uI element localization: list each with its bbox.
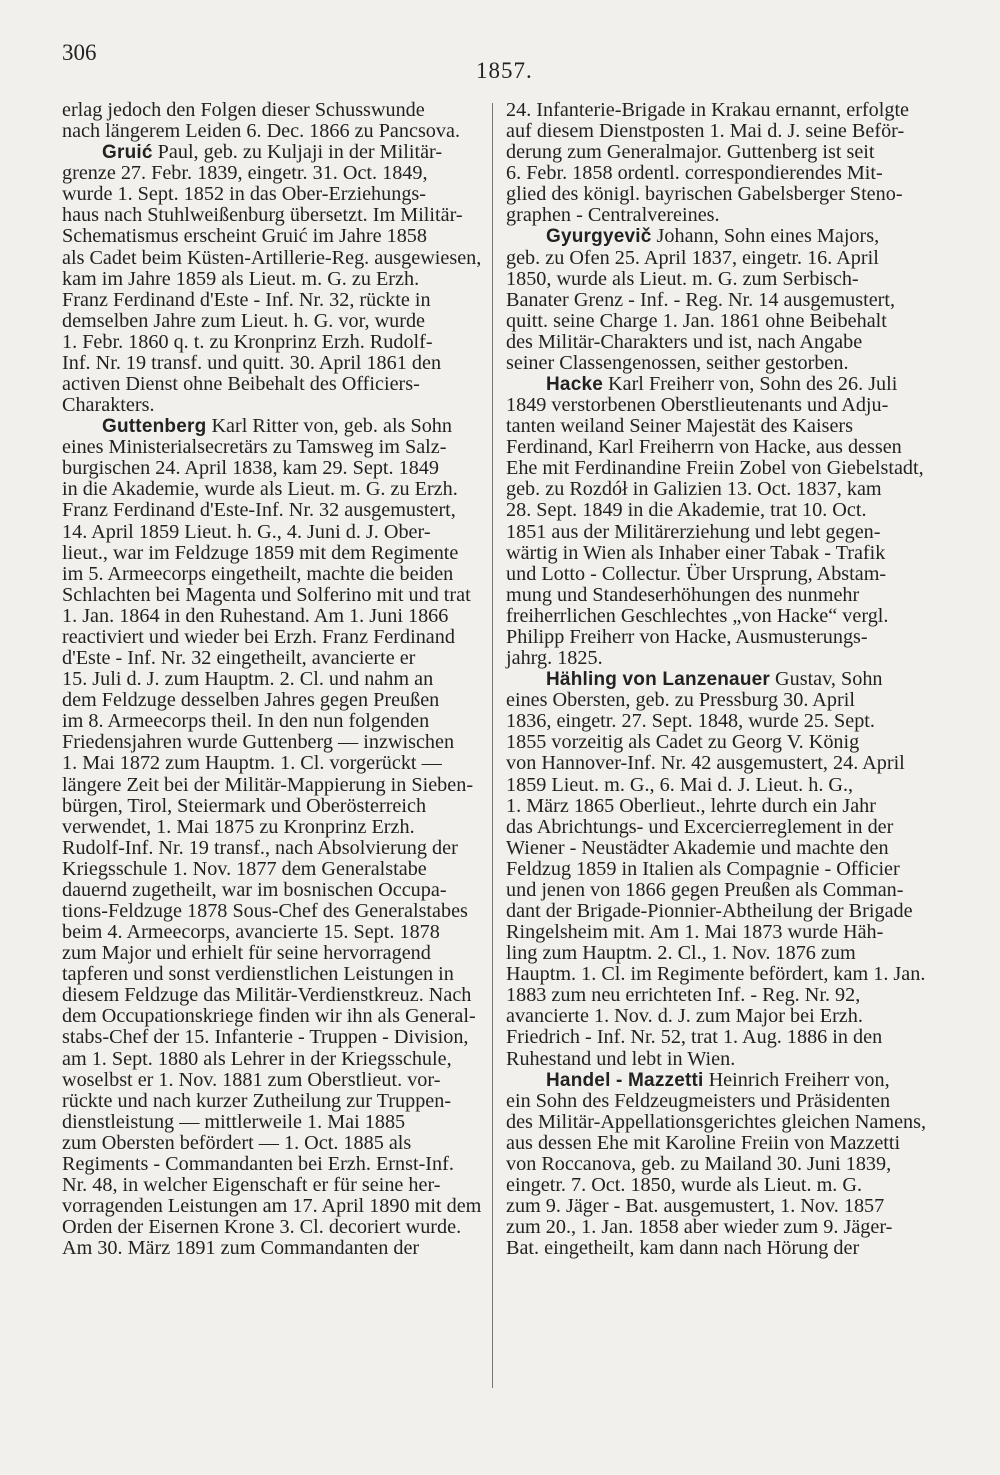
line-text: Regiments - Commandanten bei Erzh. Ernst-Inf. xyxy=(62,1152,454,1175)
line-text: grenze 27. Febr. 1839, eingetr. 31. Oct. 1849, xyxy=(62,162,428,185)
entry-name: Hacke xyxy=(546,374,603,396)
text-line xyxy=(62,311,492,332)
text-line xyxy=(506,564,936,585)
text-line xyxy=(506,1154,936,1175)
line-text: und jenen von 1866 gegen Preußen als Comman- xyxy=(506,878,904,901)
text-line xyxy=(506,1006,936,1027)
line-text: 1. Mai 1872 zum Hauptm. 1. Cl. vorgerückt — xyxy=(62,752,442,775)
line-text: Charakters. xyxy=(62,394,155,417)
line-text: eines Ministerialsecretärs zu Tamsweg im Salz- xyxy=(62,436,447,459)
line-text: dem Feldzuge desselben Jahres gegen Preußen xyxy=(62,689,440,712)
line-text: tanten weiland Seiner Majestät des Kaisers xyxy=(506,415,854,438)
text-line xyxy=(62,1006,492,1027)
text-line xyxy=(62,1238,492,1259)
entry-name: Guttenberg xyxy=(102,416,207,438)
text-line xyxy=(506,1112,936,1133)
text-line xyxy=(62,184,492,205)
text-line xyxy=(506,817,936,838)
text-line xyxy=(62,226,492,247)
text-line xyxy=(62,648,492,669)
line-text: tions-Feldzuge 1878 Sous-Chef des Generalstabes xyxy=(62,899,468,922)
line-text: in die Akademie, wurde als Lieut. m. G. zu Erzh. xyxy=(62,478,458,501)
text-line xyxy=(506,479,936,500)
text-line xyxy=(62,353,492,374)
line-text: diesem Feldzuge das Militär-Verdienstkreuz. Nach xyxy=(62,984,472,1007)
line-text: Gustav, Sohn xyxy=(770,668,883,691)
text-line xyxy=(506,922,936,943)
line-text: das Abrichtungs- und Excercierreglement in der xyxy=(506,815,894,838)
line-text: 1855 vorzeitig als Cadet zu Georg V. König xyxy=(506,731,860,754)
line-text: geb. zu Ofen 25. April 1837, eingetr. 16. April xyxy=(506,246,879,269)
entry-name: Hähling von Lanzenauer xyxy=(546,669,770,691)
line-text: burgischen 24. April 1838, kam 29. Sept. 1849 xyxy=(62,457,439,480)
text-line xyxy=(506,711,936,732)
line-text: 1859 Lieut. m. G., 6. Mai d. J. Lieut. h. G., xyxy=(506,773,854,796)
line-text: 1. März 1865 Oberlieut., lehrte durch ein Jahr xyxy=(506,794,876,817)
text-line xyxy=(62,775,492,796)
text-line xyxy=(62,922,492,943)
line-text: 24. Infanterie-Brigade in Krakau ernannt, erfolgte xyxy=(506,99,910,121)
text-line xyxy=(62,985,492,1006)
line-text: derung zum Generalmajor. Guttenberg ist seit xyxy=(506,141,875,164)
line-text: erlag jedoch den Folgen dieser Schusswunde xyxy=(62,99,425,121)
line-text: dant der Brigade-Pionnier-Abtheilung der Brigade xyxy=(506,899,913,922)
text-line xyxy=(62,248,492,269)
line-text: 1849 verstorbenen Oberstlieutenants und Adju- xyxy=(506,394,889,417)
line-text: jahrg. 1825. xyxy=(506,647,603,670)
text-line xyxy=(62,1070,492,1091)
line-text: Feldzug 1859 in Italien als Compagnie - Officier xyxy=(506,857,900,880)
line-text: ling zum Hauptm. 2. Cl., 1. Nov. 1876 zum xyxy=(506,942,856,965)
line-text: geb. zu Rozdół in Galizien 13. Oct. 1837, kam xyxy=(506,478,882,501)
text-line xyxy=(62,1217,492,1238)
text-line xyxy=(62,627,492,648)
entry-heading-line xyxy=(506,669,936,690)
text-line xyxy=(62,711,492,732)
line-text: vorragenden Leistungen am 17. April 1890 mit dem xyxy=(62,1195,482,1218)
line-text: 6. Febr. 1858 ordentl. correspondierendes Mit- xyxy=(506,162,883,185)
entry-heading-line xyxy=(62,142,492,163)
line-text: 1883 zum neu errichteten Inf. - Reg. Nr. 92, xyxy=(506,984,861,1007)
line-text: 1. Jan. 1864 in den Ruhestand. Am 1. Juni 1866 xyxy=(62,604,449,627)
text-line xyxy=(62,1154,492,1175)
line-text: rückte und nach kurzer Zutheilung zur Truppen- xyxy=(62,1089,452,1112)
line-text: eines Obersten, geb. zu Pressburg 30. April xyxy=(506,689,855,712)
text-line xyxy=(506,775,936,796)
text-line xyxy=(506,627,936,648)
line-text: Hauptm. 1. Cl. im Regimente befördert, kam 1. Jan. xyxy=(506,963,926,986)
text-line xyxy=(506,100,936,121)
text-line xyxy=(506,248,936,269)
text-line xyxy=(62,1049,492,1070)
text-line xyxy=(62,690,492,711)
line-text: Inf. Nr. 19 transf. und quitt. 30. April 1861 den xyxy=(62,351,442,374)
text-line xyxy=(506,880,936,901)
text-line xyxy=(62,1196,492,1217)
line-text: Ruhestand und lebt in Wien. xyxy=(506,1047,736,1070)
text-line xyxy=(62,901,492,922)
text-line xyxy=(62,732,492,753)
entry-name: Gyurgyevič xyxy=(546,226,652,248)
line-text: auf diesem Dienstposten 1. Mai d. J. seine Beför- xyxy=(506,120,905,143)
text-line xyxy=(506,290,936,311)
line-text: Schlachten bei Magenta und Solferino mit und trat xyxy=(62,583,471,606)
text-line xyxy=(506,1027,936,1048)
text-line xyxy=(506,1133,936,1154)
line-text: Orden der Eisernen Krone 3. Cl. decoriert wurde. xyxy=(62,1216,462,1239)
line-text: quitt. seine Charge 1. Jan. 1861 ohne Beibehalt xyxy=(506,309,887,332)
text-line xyxy=(62,374,492,395)
entry-heading-line xyxy=(506,226,936,247)
text-line xyxy=(506,1238,936,1259)
text-line xyxy=(62,269,492,290)
text-line xyxy=(62,753,492,774)
text-line xyxy=(506,690,936,711)
text-line xyxy=(62,500,492,521)
line-text: Rudolf-Inf. Nr. 19 transf., nach Absolvierung der xyxy=(62,836,458,859)
line-text: Franz Ferdinand d'Este - Inf. Nr. 32, rückte in xyxy=(62,288,431,311)
line-text: von Roccanova, geb. zu Mailand 30. Juni 1839, xyxy=(506,1152,892,1175)
line-text: Banater Grenz - Inf. - Reg. Nr. 14 ausgemustert, xyxy=(506,288,896,311)
text-line xyxy=(62,669,492,690)
line-text: Paul, geb. zu Kuljaji in der Militär- xyxy=(152,141,443,164)
text-line xyxy=(62,1091,492,1112)
line-text: Kriegsschule 1. Nov. 1877 dem Generalstabe xyxy=(62,857,427,880)
line-text: von Hannover-Inf. Nr. 42 ausgemustert, 24. April xyxy=(506,752,905,775)
line-text: verwendet, 1. Mai 1875 zu Kronprinz Erzh. xyxy=(62,815,415,838)
line-text: glied des königl. bayrischen Gabelsberger Steno- xyxy=(506,183,903,206)
line-text: Friedrich - Inf. Nr. 52, trat 1. Aug. 1886 in den xyxy=(506,1026,883,1049)
entry-name: Handel - Mazzetti xyxy=(546,1069,704,1091)
line-text: Heinrich Freiherr von, xyxy=(703,1068,890,1091)
line-text: 14. April 1859 Lieut. h. G., 4. Juni d. J. Ober- xyxy=(62,520,431,543)
line-text: seiner Classengenossen, seither gestorben. xyxy=(506,351,849,374)
text-line xyxy=(62,564,492,585)
text-line xyxy=(62,880,492,901)
text-line xyxy=(506,1217,936,1238)
text-line xyxy=(62,543,492,564)
text-line xyxy=(62,395,492,416)
text-line xyxy=(506,163,936,184)
text-line xyxy=(62,1133,492,1154)
text-line xyxy=(62,817,492,838)
line-text: kam im Jahre 1859 als Lieut. m. G. zu Erzh. xyxy=(62,267,420,290)
line-text: 1. Febr. 1860 q. t. zu Kronprinz Erzh. Rudolf- xyxy=(62,330,433,353)
text-line xyxy=(62,100,492,121)
line-text: beim 4. Armeecorps, avancierte 15. Sept. 1878 xyxy=(62,921,440,944)
text-line xyxy=(506,1049,936,1070)
text-line xyxy=(506,838,936,859)
text-line xyxy=(506,142,936,163)
line-text: Friedensjahren wurde Guttenberg — inzwischen xyxy=(62,731,455,754)
line-text: Wiener - Neustädter Akademie und machte den xyxy=(506,836,889,859)
text-line xyxy=(506,269,936,290)
text-line xyxy=(62,522,492,543)
text-line xyxy=(506,311,936,332)
line-text: zum Major und erhielt für seine hervorragend xyxy=(62,942,431,965)
text-line xyxy=(506,859,936,880)
text-line xyxy=(62,437,492,458)
running-header-year: 1857. xyxy=(476,58,533,83)
line-text: 1850, wurde als Lieut. m. G. zum Serbisch- xyxy=(506,267,859,290)
text-line xyxy=(506,205,936,226)
line-text: 28. Sept. 1849 in die Akademie, trat 10. Oct. xyxy=(506,499,867,522)
line-text: lieut., war im Feldzuge 1859 mit dem Regimente xyxy=(62,541,459,564)
line-text: zum Obersten befördert — 1. Oct. 1885 als xyxy=(62,1131,412,1154)
line-text: Bat. eingetheilt, kam dann nach Hörung der xyxy=(506,1237,860,1260)
entry-heading-line xyxy=(62,416,492,437)
line-text: Schematismus erscheint Gruić im Jahre 1858 xyxy=(62,225,427,248)
line-text: d'Este - Inf. Nr. 32 eingetheilt, avancierte er xyxy=(62,647,416,670)
text-line xyxy=(62,859,492,880)
text-line xyxy=(506,606,936,627)
line-text: avancierte 1. Nov. d. J. zum Major bei Erzh. xyxy=(506,1005,863,1028)
text-line xyxy=(62,585,492,606)
text-line xyxy=(506,1196,936,1217)
line-text: Philipp Freiherr von Hacke, Ausmusterungs- xyxy=(506,625,868,648)
line-text: Karl Freiherr von, Sohn des 26. Juli xyxy=(603,373,898,396)
line-text: 1836, eingetr. 27. Sept. 1848, wurde 25. Sept. xyxy=(506,710,875,733)
text-line xyxy=(62,1175,492,1196)
text-line xyxy=(62,796,492,817)
text-line xyxy=(506,985,936,1006)
line-text: als Cadet beim Küsten-Artillerie-Reg. ausgewiesen, xyxy=(62,246,482,269)
line-text: reactiviert und wieder bei Erzh. Franz Ferdinand xyxy=(62,625,455,648)
text-line xyxy=(506,585,936,606)
line-text: Ferdinand, Karl Freiherrn von Hacke, aus dessen xyxy=(506,436,902,459)
line-text: stabs-Chef der 15. Infanterie - Truppen - Division, xyxy=(62,1026,469,1049)
line-text: und Lotto - Collectur. Über Ursprung, Abstam- xyxy=(506,562,887,585)
line-text: wurde 1. Sept. 1852 in das Ober-Erziehungs- xyxy=(62,183,427,206)
line-text: Nr. 48, in welcher Eigenschaft er für seine her- xyxy=(62,1173,441,1196)
text-line xyxy=(506,332,936,353)
line-text: freiherrlichen Geschlechtes „von Hacke“ vergl. xyxy=(506,604,889,627)
text-line xyxy=(506,796,936,817)
column-divider xyxy=(492,103,493,1388)
text-line xyxy=(62,838,492,859)
text-line xyxy=(62,943,492,964)
text-line xyxy=(506,184,936,205)
text-line xyxy=(62,163,492,184)
line-text: zum 9. Jäger - Bat. ausgemustert, 1. Nov. 1857 xyxy=(506,1195,885,1218)
text-line xyxy=(62,1027,492,1048)
line-text: Karl Ritter von, geb. als Sohn xyxy=(206,415,452,438)
text-line xyxy=(506,416,936,437)
text-line xyxy=(506,395,936,416)
line-text: im 5. Armeecorps eingetheilt, machte die beiden xyxy=(62,562,454,585)
line-text: haus nach Stuhlweißenburg übersetzt. Im Militär- xyxy=(62,204,463,227)
line-text: nach längerem Leiden 6. Dec. 1866 zu Pancsova. xyxy=(62,120,460,143)
line-text: im 8. Armeecorps theil. In den nun folgenden xyxy=(62,710,430,733)
text-line xyxy=(62,332,492,353)
line-text: Ringelsheim mit. Am 1. Mai 1873 wurde Häh- xyxy=(506,921,884,944)
line-text: wärtig in Wien als Inhaber einer Tabak - Trafik xyxy=(506,541,886,564)
text-line xyxy=(62,121,492,142)
line-text: am 1. Sept. 1880 als Lehrer in der Kriegsschule, xyxy=(62,1047,452,1070)
text-line xyxy=(506,437,936,458)
text-line xyxy=(506,753,936,774)
line-text: 1851 aus der Militärerziehung und lebt gegen- xyxy=(506,520,881,543)
line-text: woselbst er 1. Nov. 1881 zum Oberstlieut. vor- xyxy=(62,1068,441,1091)
text-line xyxy=(506,522,936,543)
text-line xyxy=(62,479,492,500)
text-line xyxy=(506,732,936,753)
line-text: bürgen, Tirol, Steiermark und Oberösterreich xyxy=(62,794,427,817)
line-text: activen Dienst ohne Beibehalt des Officiers- xyxy=(62,373,420,396)
page-number: 306 xyxy=(62,40,97,65)
line-text: Am 30. März 1891 zum Commandanten der xyxy=(62,1237,420,1260)
text-line xyxy=(506,943,936,964)
text-line xyxy=(62,458,492,479)
right-column xyxy=(506,100,936,1259)
text-line xyxy=(506,1175,936,1196)
text-line xyxy=(62,290,492,311)
line-text: eingetr. 7. Oct. 1850, wurde als Lieut. m. G. xyxy=(506,1173,863,1196)
line-text: graphen - Centralvereines. xyxy=(506,204,720,227)
line-text: mung und Standeserhöhungen des nunmehr xyxy=(506,583,860,606)
line-text: Franz Ferdinand d'Este-Inf. Nr. 32 ausgemustert, xyxy=(62,499,456,522)
line-text: demselben Jahre zum Lieut. h. G. vor, wurde xyxy=(62,309,426,332)
left-column xyxy=(62,100,492,1259)
line-text: dienstleistung — mittlerweile 1. Mai 1885 xyxy=(62,1110,406,1133)
text-line xyxy=(62,606,492,627)
text-line xyxy=(506,121,936,142)
text-line xyxy=(62,964,492,985)
line-text: dem Occupationskriege finden wir ihn als General- xyxy=(62,1005,476,1028)
text-line xyxy=(506,1091,936,1112)
line-text: zum 20., 1. Jan. 1858 aber wieder zum 9. Jäger- xyxy=(506,1216,893,1239)
line-text: Johann, Sohn eines Majors, xyxy=(651,225,880,248)
entry-heading-line xyxy=(506,374,936,395)
line-text: aus dessen Ehe mit Karoline Freiin von Mazzetti xyxy=(506,1131,901,1154)
entry-heading-line xyxy=(506,1070,936,1091)
entry-name: Gruić xyxy=(102,142,153,164)
text-line xyxy=(506,964,936,985)
line-text: des Militär-Appellationsgerichtes gleichen Namens, xyxy=(506,1110,927,1133)
line-text: Ehe mit Ferdinandine Freiin Zobel von Giebelstadt, xyxy=(506,457,924,480)
text-line xyxy=(506,543,936,564)
line-text: tapferen und sonst verdienstlichen Leistungen in xyxy=(62,963,454,986)
text-line xyxy=(506,901,936,922)
text-line xyxy=(506,458,936,479)
text-line xyxy=(506,648,936,669)
text-line xyxy=(506,500,936,521)
text-line xyxy=(506,353,936,374)
text-line xyxy=(62,1112,492,1133)
line-text: ein Sohn des Feldzeugmeisters und Präsidenten xyxy=(506,1089,891,1112)
line-text: längere Zeit bei der Militär-Mappierung in Sieben- xyxy=(62,773,474,796)
text-line xyxy=(62,205,492,226)
line-text: 15. Juli d. J. zum Hauptm. 2. Cl. und nahm an xyxy=(62,668,434,691)
line-text: dauernd zugetheilt, war im bosnischen Occupa- xyxy=(62,878,447,901)
line-text: des Militär-Charakters und ist, nach Angabe xyxy=(506,330,863,353)
